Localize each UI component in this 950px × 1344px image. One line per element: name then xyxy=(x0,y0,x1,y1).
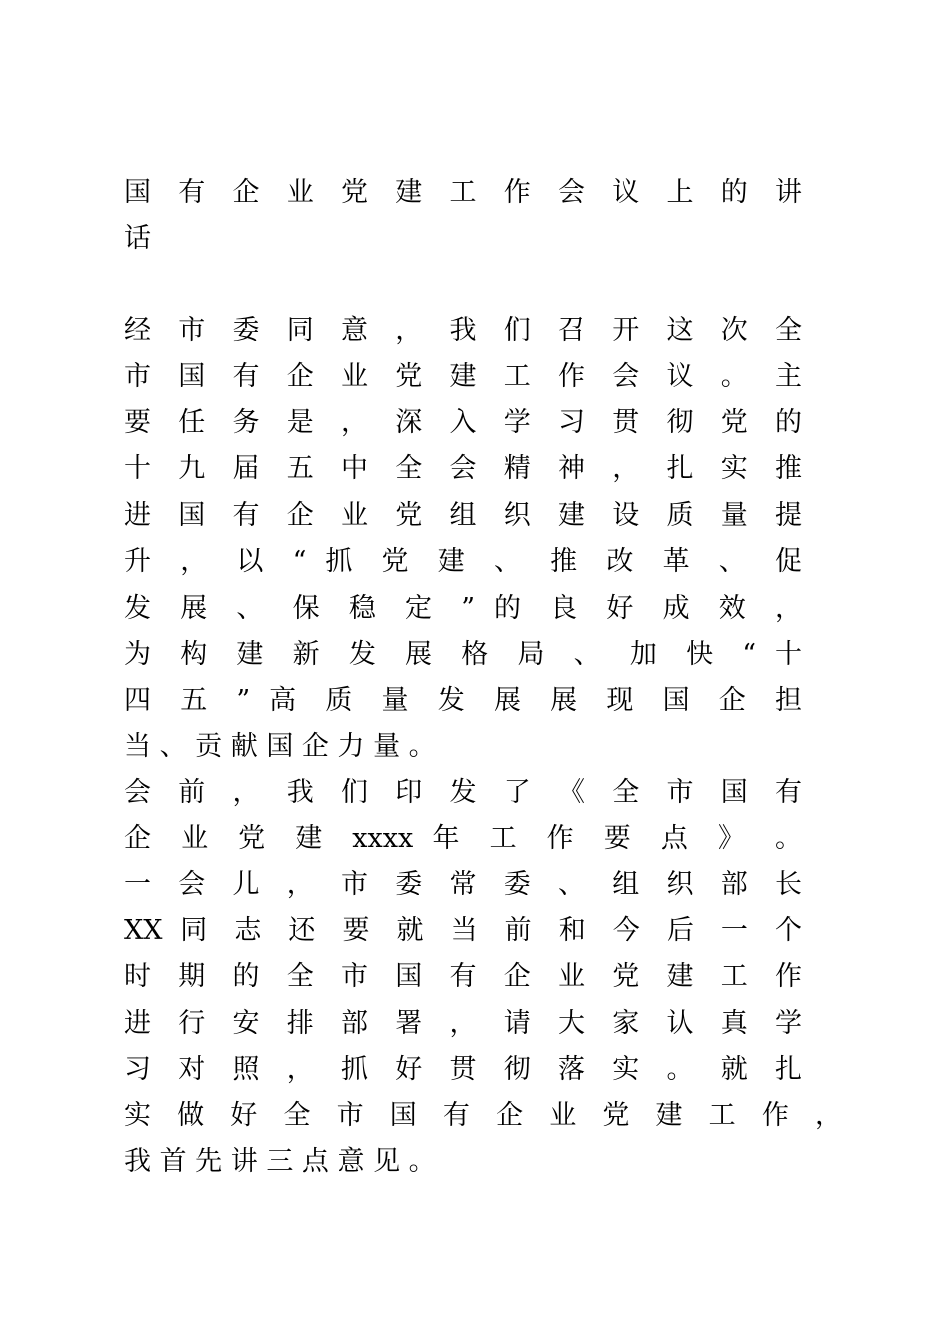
paragraph1-line-6: 升 ， 以 “ 抓 党 建 、 推 改 革 、 促 xyxy=(124,546,802,577)
paragraph1-line-7: 发 展 、 保 稳 定 ” 的 良 好 成 效 ， xyxy=(124,593,802,624)
paragraph2-line-6: 进 行 安 排 部 署 ， 请 大 家 认 真 学 xyxy=(124,1008,802,1039)
paragraph1-line-4: 十 九 届 五 中 全 会 精 神 ， 扎 实 推 xyxy=(124,453,802,484)
paragraph1-line-10: 当 、 贡 献 国 企 力 量 。 xyxy=(124,731,436,762)
paragraph1-line-1: 经 市 委 同 意 ， 我 们 召 开 这 次 全 xyxy=(124,315,802,346)
paragraph2-line-9: 我 首 先 讲 三 点 意 见 。 xyxy=(124,1146,436,1177)
paragraph1-line-3: 要 任 务 是 ， 深 入 学 习 贯 彻 党 的 xyxy=(124,407,802,438)
paragraph2-line-8: 实 做 好 全 市 国 有 企 业 党 建 工 作 ， xyxy=(124,1100,842,1131)
title-line-1: 国 有 企 业 党 建 工 作 会 议 上 的 讲 xyxy=(124,177,802,208)
paragraph2-line-3: 一 会 儿 ， 市 委 常 委 、 组 织 部 长 xyxy=(124,869,802,900)
title-line-2: 话 xyxy=(124,223,151,254)
paragraph1-line-2: 市 国 有 企 业 党 建 工 作 会 议 。 主 xyxy=(124,361,802,392)
paragraph2-line-5: 时 期 的 全 市 国 有 企 业 党 建 工 作 xyxy=(124,961,802,992)
paragraph1-line-9: 四 五 ” 高 质 量 发 展 展 现 国 企 担 xyxy=(124,685,802,716)
paragraph1-line-5: 进 国 有 企 业 党 组 织 建 设 质 量 提 xyxy=(124,500,802,531)
paragraph2-line-4: XX 同 志 还 要 就 当 前 和 今 后 一 个 xyxy=(124,915,802,946)
paragraph2-line-1: 会 前 ， 我 们 印 发 了 《 全 市 国 有 xyxy=(124,777,802,808)
paragraph1-line-8: 为 构 建 新 发 展 格 局 、 加 快 “ 十 xyxy=(124,639,802,670)
paragraph2-line-2: 企 业 党 建 xxxx 年 工 作 要 点 》 。 xyxy=(124,823,802,854)
paragraph2-line-7: 习 对 照 ， 抓 好 贯 彻 落 实 。 就 扎 xyxy=(124,1054,802,1085)
